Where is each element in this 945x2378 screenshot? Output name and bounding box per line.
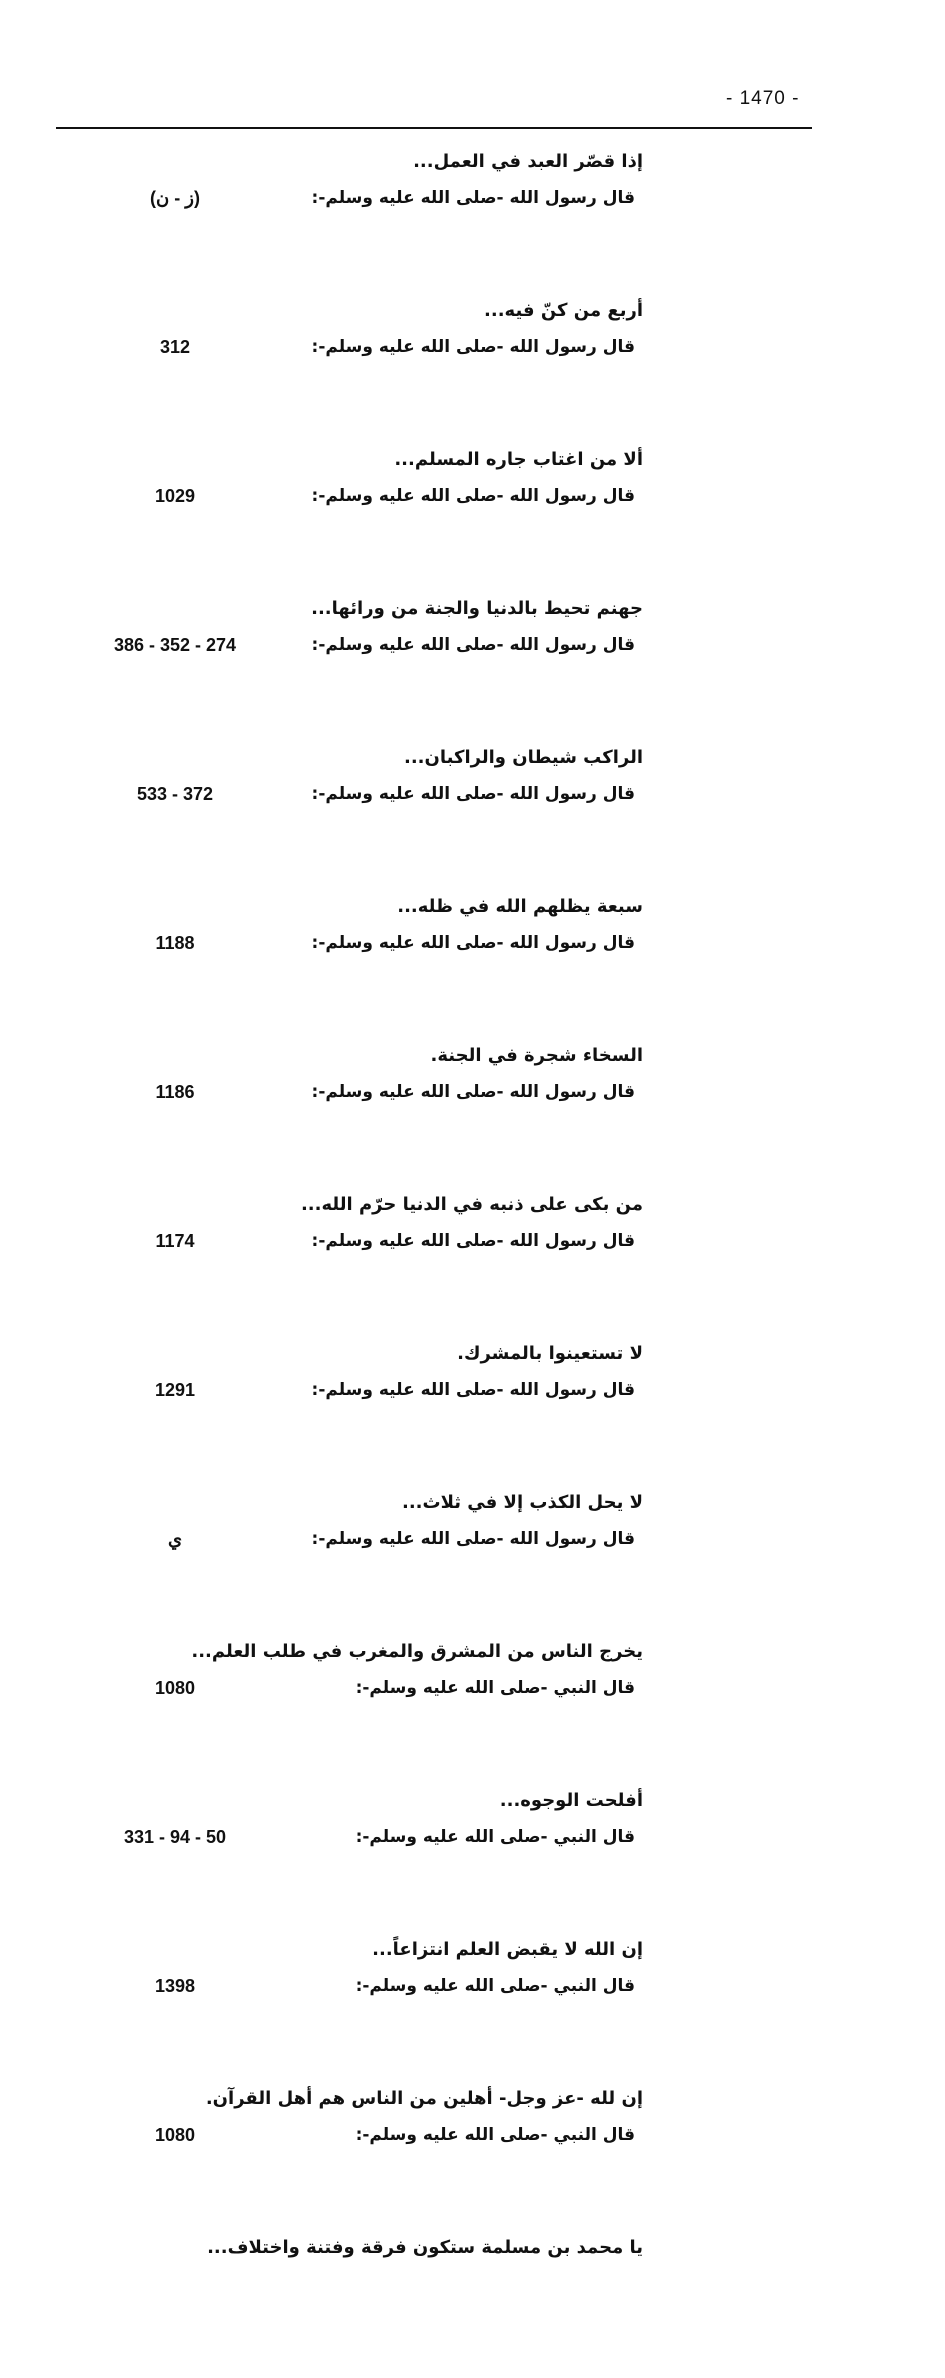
- page-references: 386 - 352 - 274: [113, 635, 237, 655]
- index-entry: [0, 888, 945, 1037]
- attribution-text: قال النبي -صلى الله عليه وسلم-:: [355, 1976, 635, 1996]
- hadith-text: يخرج الناس من المشرق والمغرب في طلب العلم...: [191, 1641, 643, 1662]
- index-entry: [0, 292, 945, 441]
- index-entry: [0, 1782, 945, 1931]
- page-references: 1174: [155, 1231, 195, 1251]
- index-entry: [0, 1186, 945, 1335]
- hadith-text: من بكى على ذنبه في الدنيا حرّم الله...: [300, 1194, 643, 1215]
- attribution-text: قال رسول الله -صلى الله عليه وسلم-:: [311, 635, 635, 655]
- hadith-text: إذا قصّر العبد في العمل...: [413, 151, 643, 172]
- page-references: 1398: [154, 1976, 196, 1996]
- index-entry: [0, 1037, 945, 1186]
- page-references: 331 - 94 - 50: [123, 1827, 227, 1847]
- page-number: - 1470 -: [726, 88, 800, 109]
- attribution-text: قال رسول الله -صلى الله عليه وسلم-:: [311, 1380, 635, 1400]
- attribution-text: قال رسول الله -صلى الله عليه وسلم-:: [311, 933, 635, 953]
- page-references: 1291: [154, 1380, 196, 1400]
- hadith-text: أربع من كنّ فيه...: [484, 300, 643, 321]
- index-entry: [0, 590, 945, 739]
- hadith-text: إن لله -عز وجل- أهلين من الناس هم أهل القرآن.: [205, 2088, 643, 2109]
- index-entry: [0, 143, 945, 292]
- attribution-text: قال رسول الله -صلى الله عليه وسلم-:: [311, 188, 635, 208]
- index-entry: [0, 1484, 945, 1633]
- page-references: 1186: [155, 1082, 195, 1102]
- page-references: (ز - ن): [150, 188, 200, 208]
- hadith-text: الراكب شيطان والراكبان...: [404, 747, 643, 768]
- attribution-text: قال رسول الله -صلى الله عليه وسلم-:: [311, 337, 635, 357]
- attribution-text: قال رسول الله -صلى الله عليه وسلم-:: [311, 1082, 635, 1102]
- hadith-text: ألا من اغتاب جاره المسلم...: [394, 449, 643, 470]
- page-references: 312: [159, 337, 191, 357]
- hadith-text: يا محمد بن مسلمة ستكون فرقة وفتنة واختلاف...: [207, 2237, 643, 2258]
- hadith-text: أفلحت الوجوه...: [499, 1790, 643, 1811]
- hadith-text: جهنم تحيط بالدنيا والجنة من ورائها...: [311, 598, 643, 619]
- index-entry: [0, 1931, 945, 2080]
- page-references: ي: [167, 1529, 183, 1549]
- page-references: 1080: [154, 2125, 196, 2145]
- page-references: 533 - 372: [136, 784, 214, 804]
- hadith-text: سبعة يظلهم الله في ظله...: [397, 896, 643, 917]
- hadith-text: لا تستعينوا بالمشرك.: [457, 1343, 643, 1364]
- header-rule: [56, 127, 812, 129]
- attribution-text: قال رسول الله -صلى الله عليه وسلم-:: [311, 1231, 635, 1251]
- hadith-index-list: [0, 143, 945, 2378]
- attribution-text: قال رسول الله -صلى الله عليه وسلم-:: [311, 784, 635, 804]
- index-entry: [0, 1335, 945, 1484]
- page-references: 1080: [154, 1678, 196, 1698]
- index-entry: [0, 1633, 945, 1782]
- attribution-text: قال النبي -صلى الله عليه وسلم-:: [355, 1827, 635, 1847]
- hadith-text: إن الله لا يقبض العلم انتزاعاً...: [372, 1939, 643, 1960]
- index-entry: [0, 739, 945, 888]
- hadith-text: لا يحل الكذب إلا في ثلاث...: [401, 1492, 643, 1513]
- index-entry: [0, 441, 945, 590]
- index-entry: [0, 2080, 945, 2229]
- page-references: 1188: [155, 933, 195, 953]
- attribution-text: قال رسول الله -صلى الله عليه وسلم-:: [311, 1529, 635, 1549]
- attribution-text: قال النبي -صلى الله عليه وسلم-:: [355, 1678, 635, 1698]
- attribution-text: قال النبي -صلى الله عليه وسلم-:: [355, 2125, 635, 2145]
- attribution-text: قال رسول الله -صلى الله عليه وسلم-:: [311, 486, 635, 506]
- hadith-text: السخاء شجرة في الجنة.: [430, 1045, 643, 1066]
- index-entry: [0, 2229, 945, 2378]
- page-references: 1029: [154, 486, 196, 506]
